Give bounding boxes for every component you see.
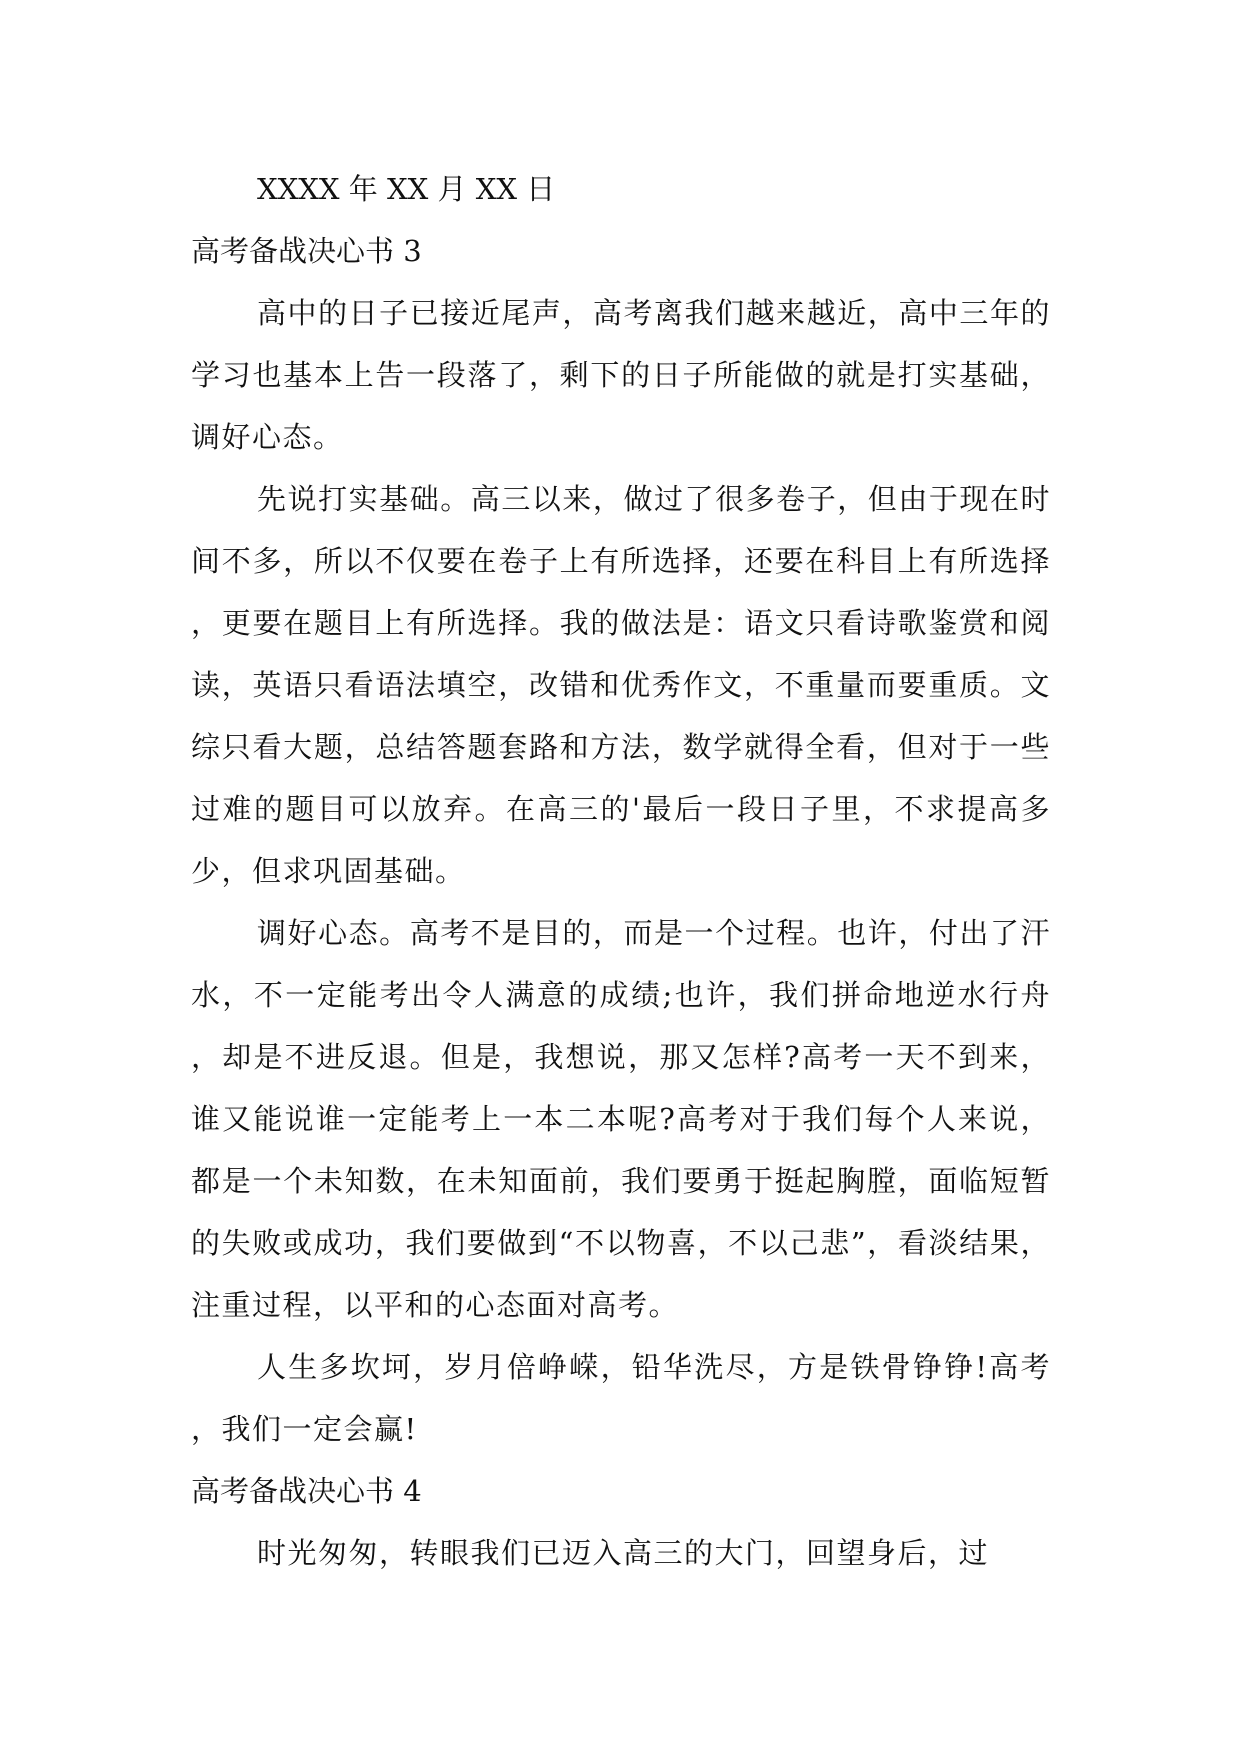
section-heading: 高考备战决心书 4 [191, 1474, 422, 1508]
date-line: XXXX 年 XX 月 XX 日 [257, 172, 556, 206]
paragraph: 人生多坎坷，岁月倍峥嵘，铅华洗尽，方是铁骨铮铮!高考，我们一定会赢! [191, 1350, 1051, 1446]
paragraph: 先说打实基础。高三以来，做过了很多卷子，但由于现在时间不多，所以不仅要在卷子上有所选择，还要在科目上有所选择，更要在题目上有所选择。我的做法是：语文只看诗歌鉴赏和阅读，英语只看语法填空，改错和优秀作文，不重量而要重质。文综只看大题，总结答题套路和方法，数学就得全看，但对于一些过难的题目可以放弃。在高三的'最后一段日子里，不求提高多少，但求巩固基础。 [191, 482, 1051, 888]
paragraph: 时光匆匆，转眼我们已迈入高三的大门，回望身后，过 [257, 1536, 990, 1570]
paragraph: 调好心态。高考不是目的，而是一个过程。也许，付出了汗水，不一定能考出令人满意的成绩;也许，我们拼命地逆水行舟，却是不进反退。但是，我想说，那又怎样?高考一天不到来，谁又能说谁一定能考上一本二本呢?高考对于我们每个人来说，都是一个未知数，在未知面前，我们要勇于挺起胸膛，面临短暂的失败或成功，我们要做到“不以物喜，不以己悲”，看淡结果，注重过程，以平和的心态面对高考。 [191, 916, 1051, 1322]
document-body [191, 158, 1051, 1584]
paragraph: 高中的日子已接近尾声，高考离我们越来越近，高中三年的学习也基本上告一段落了，剩下的日子所能做的就是打实基础，调好心态。 [191, 296, 1051, 454]
section-heading: 高考备战决心书 3 [191, 234, 422, 268]
